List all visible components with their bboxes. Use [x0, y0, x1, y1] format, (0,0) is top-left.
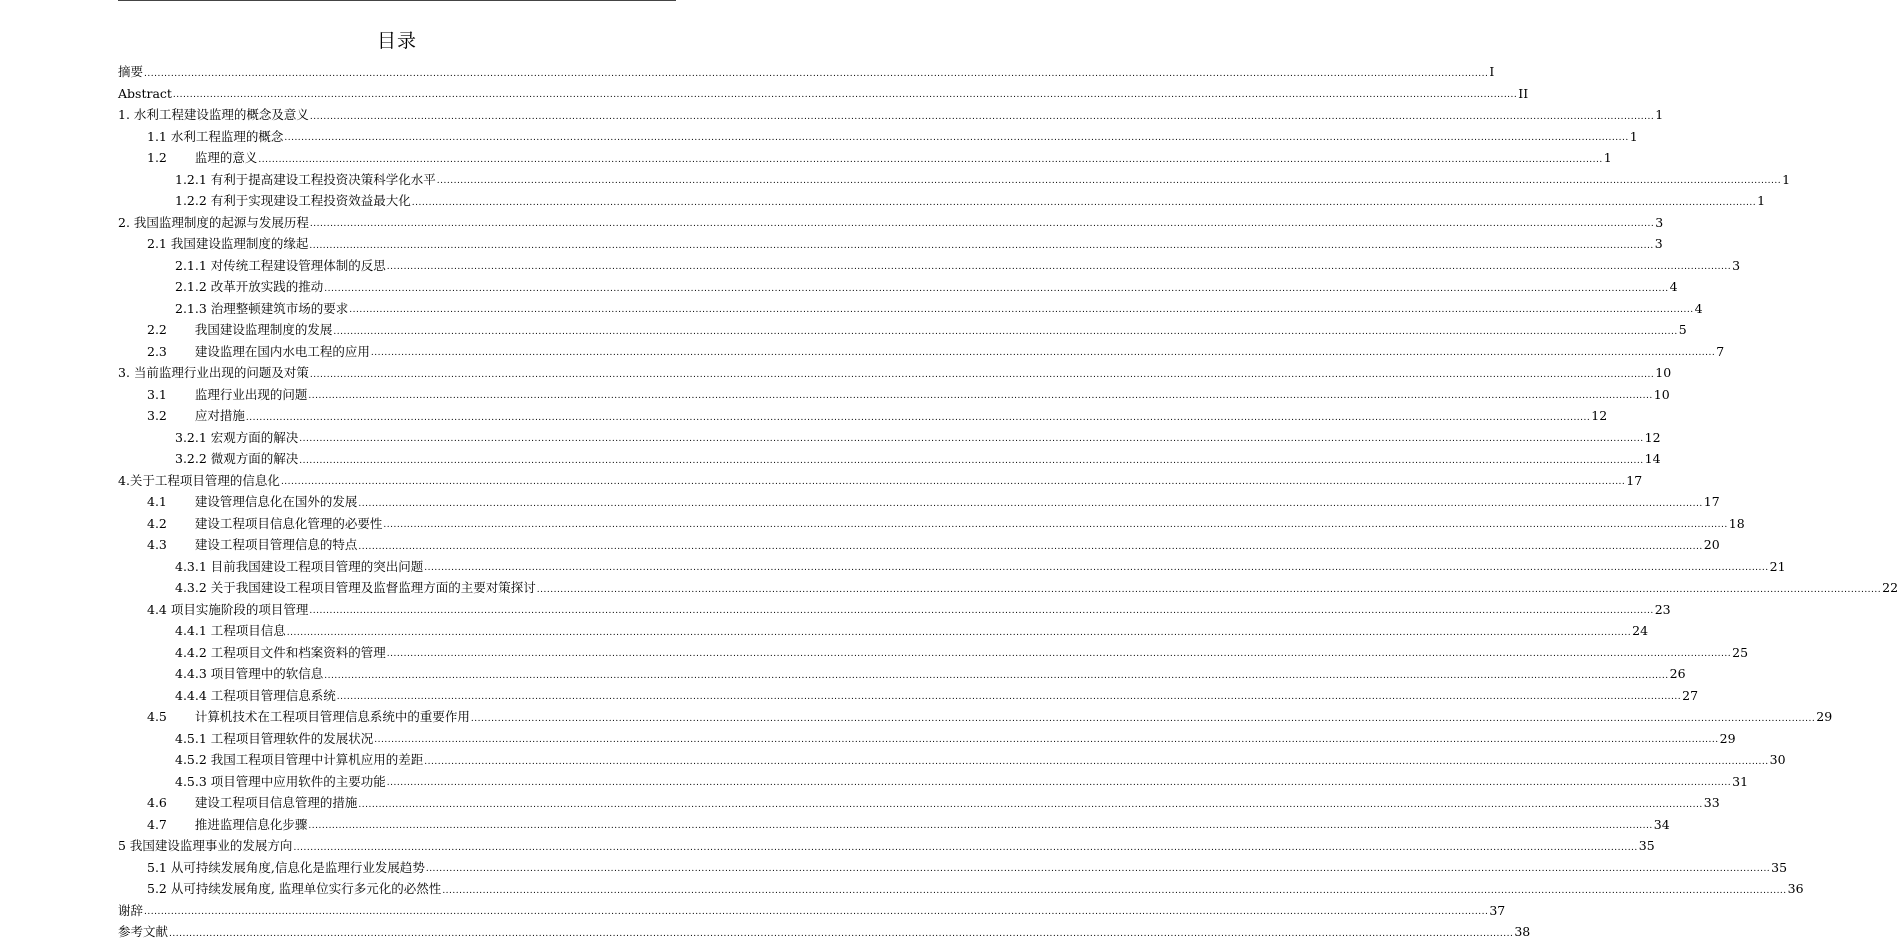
- toc-entry-page: 1: [1655, 107, 1664, 122]
- toc-entry-heading: [118, 212, 309, 234]
- toc-entry-page: 34: [1653, 816, 1670, 832]
- dot-leader: ................................................................................................................................................................................................................................................................................................................................................................................................................: [386, 649, 1732, 659]
- toc-entry-title: 4.4.2 工程项目文件和档案资料的管理: [175, 644, 386, 660]
- toc-entry[interactable]: [118, 792, 1720, 814]
- toc-entry-page: 3: [1654, 236, 1663, 251]
- toc-entry-heading: [175, 190, 411, 212]
- toc-entry-number: 4.2: [147, 515, 167, 531]
- toc-entry-page: 3: [1732, 257, 1741, 273]
- dot-leader: ................................................................................................................................................................................................................................................................................................................................................................................................................: [536, 584, 1882, 595]
- toc-entry-heading: [147, 341, 370, 363]
- toc-entry-title: Abstract: [118, 85, 172, 101]
- dot-leader: ................................................................................................................................................................................................................................................................................................................................................................................................................: [309, 219, 1655, 229]
- dot-leader: ................................................................................................................................................................................................................................................................................................................................................................................................................: [370, 348, 1716, 358]
- toc-entry-heading: [147, 319, 332, 341]
- toc-entry-title: 5 我国建设监理事业的发展方向: [118, 838, 293, 853]
- toc-entry[interactable]: [118, 448, 1661, 470]
- toc-entry-number: 1.2: [147, 150, 167, 165]
- toc-entry-heading: [175, 728, 373, 750]
- toc-entry[interactable]: [118, 513, 1745, 535]
- toc-entry[interactable]: [118, 663, 1686, 685]
- dot-leader: ................................................................................................................................................................................................................................................................................................................................................................................................................: [424, 563, 1769, 573]
- dot-leader: ................................................................................................................................................................................................................................................................................................................................................................................................................: [309, 111, 1655, 122]
- dot-leader: ................................................................................................................................................................................................................................................................................................................................................................................................................: [324, 670, 1669, 681]
- dot-leader: ................................................................................................................................................................................................................................................................................................................................................................................................................: [144, 68, 1489, 79]
- toc-entry-title: 我国建设监理制度的发展: [194, 322, 333, 337]
- toc-entry-page: 24: [1632, 623, 1649, 638]
- toc-entry[interactable]: [118, 83, 1529, 105]
- toc-entry-heading: [147, 599, 308, 621]
- toc-entry-heading: [175, 685, 336, 707]
- dot-leader: ................................................................................................................................................................................................................................................................................................................................................................................................................: [280, 477, 1626, 487]
- toc-entry[interactable]: [118, 427, 1661, 449]
- dot-leader: ................................................................................................................................................................................................................................................................................................................................................................................................................: [308, 391, 1653, 401]
- toc-entry-title: 5.2 从可持续发展角度, 监理单位实行多元化的必然性: [147, 881, 442, 896]
- toc-entry-page: I: [1489, 64, 1495, 79]
- toc-entry-page: 21: [1769, 558, 1786, 574]
- toc-entry-page: 33: [1703, 795, 1720, 810]
- toc-entry[interactable]: [118, 728, 1736, 750]
- toc-entry[interactable]: [118, 405, 1608, 427]
- toc-entry-title: 建设工程项目信息管理的措施: [194, 795, 358, 810]
- toc-entry-heading: [175, 620, 286, 642]
- table-of-contents: [118, 61, 1898, 943]
- toc-entry[interactable]: [118, 577, 1898, 599]
- toc-entry-heading: [118, 835, 292, 857]
- toc-entry-page: 1: [1629, 128, 1638, 144]
- dot-leader: ................................................................................................................................................................................................................................................................................................................................................................................................................: [293, 842, 1638, 853]
- toc-entry[interactable]: [118, 341, 1725, 363]
- dot-leader: ................................................................................................................................................................................................................................................................................................................................................................................................................: [309, 369, 1655, 380]
- toc-entry-number: 2.3: [147, 343, 167, 359]
- toc-entry[interactable]: [118, 814, 1670, 836]
- toc-entry-page: 14: [1644, 451, 1661, 466]
- dot-leader: ................................................................................................................................................................................................................................................................................................................................................................................................................: [411, 197, 1757, 208]
- toc-entry-title: 建设管理信息化在国外的发展: [194, 494, 358, 509]
- toc-entry[interactable]: [118, 169, 1791, 191]
- dot-leader: ................................................................................................................................................................................................................................................................................................................................................................................................................: [308, 821, 1653, 831]
- toc-entry[interactable]: [118, 835, 1655, 857]
- toc-entry-title: 1. 水利工程建设监理的概念及意义: [118, 107, 309, 122]
- toc-entry-page: 1: [1782, 171, 1791, 187]
- toc-entry[interactable]: [118, 61, 1495, 83]
- toc-entry[interactable]: [118, 685, 1699, 707]
- toc-entry-heading: [118, 61, 143, 83]
- toc-entry-title: 5.1 从可持续发展角度,信息化是监理行业发展趋势: [147, 859, 425, 875]
- dot-leader: ................................................................................................................................................................................................................................................................................................................................................................................................................: [383, 520, 1728, 530]
- toc-entry[interactable]: [118, 362, 1672, 384]
- toc-entry-title: 4.5.3 项目管理中应用软件的主要功能: [175, 773, 386, 789]
- toc-entry-title: 2. 我国监理制度的起源与发展历程: [118, 214, 309, 230]
- toc-entry-title: 建设工程项目信息化管理的必要性: [194, 515, 383, 531]
- toc-entry-heading: [118, 362, 309, 384]
- toc-entry-number: 4.1: [147, 494, 167, 509]
- toc-entry[interactable]: [118, 900, 1506, 922]
- toc-entry-heading: [147, 534, 357, 556]
- toc-entry-page: 4: [1694, 300, 1703, 316]
- toc-entry-title: 4.关于工程项目管理的信息化: [118, 472, 280, 488]
- dot-leader: ................................................................................................................................................................................................................................................................................................................................................................................................................: [309, 606, 1654, 616]
- toc-entry-heading: [147, 491, 357, 513]
- toc-entry-page: 31: [1732, 773, 1749, 789]
- toc-entry-heading: [175, 448, 298, 470]
- toc-entry-page: 22: [1882, 580, 1898, 595]
- toc-entry-page: 29: [1719, 730, 1736, 746]
- dot-leader: ................................................................................................................................................................................................................................................................................................................................................................................................................: [286, 627, 1632, 638]
- toc-entry-heading: [175, 427, 298, 449]
- toc-entry-heading: [147, 878, 441, 900]
- toc-entry-heading: [118, 470, 280, 492]
- toc-entry-title: 应对措施: [194, 408, 245, 423]
- toc-entry-heading: [175, 771, 386, 793]
- toc-entry-title: 4.4.1 工程项目信息: [175, 623, 286, 638]
- dot-leader: ................................................................................................................................................................................................................................................................................................................................................................................................................: [299, 434, 1644, 444]
- toc-entry-page: II: [1518, 85, 1529, 101]
- dot-leader: ................................................................................................................................................................................................................................................................................................................................................................................................................: [169, 928, 1514, 939]
- dot-leader: ................................................................................................................................................................................................................................................................................................................................................................................................................: [245, 412, 1591, 423]
- toc-entry[interactable]: [118, 706, 1833, 728]
- toc-entry-page: 7: [1716, 343, 1725, 359]
- dot-leader: ................................................................................................................................................................................................................................................................................................................................................................................................................: [144, 907, 1489, 917]
- toc-entry-page: 17: [1703, 494, 1720, 509]
- toc-entry[interactable]: [118, 212, 1664, 234]
- toc-entry-page: 4: [1669, 279, 1678, 294]
- toc-entry-heading: [147, 233, 308, 255]
- toc-entry[interactable]: [118, 276, 1678, 298]
- toc-entry-title: 2.1.1 对传统工程建设管理体制的反思: [175, 257, 386, 273]
- toc-entry-title: 摘要: [118, 64, 144, 79]
- toc-entry-number: 3.2: [147, 408, 167, 423]
- toc-entry-page: 26: [1669, 666, 1686, 681]
- toc-entry-title: 2.1.3 治理整顿建筑市场的要求: [175, 300, 349, 316]
- dot-leader: ................................................................................................................................................................................................................................................................................................................................................................................................................: [358, 799, 1703, 810]
- toc-entry-title: 3.2.1 宏观方面的解决: [175, 429, 299, 445]
- toc-entry-heading: [147, 126, 283, 148]
- toc-entry-number: 3.1: [147, 386, 167, 402]
- toc-entry-page: 1: [1603, 150, 1612, 165]
- toc-entry-title: 1.2.2 有利于实现建设工程投资效益最大化: [175, 193, 411, 208]
- toc-entry[interactable]: [118, 534, 1720, 556]
- dot-leader: ................................................................................................................................................................................................................................................................................................................................................................................................................: [386, 778, 1732, 788]
- toc-entry-page: 3: [1655, 214, 1664, 230]
- toc-entry-title: 4.4.4 工程项目管理信息系统: [175, 687, 336, 703]
- toc-entry-title: 4.3.2 关于我国建设工程项目管理及监督监理方面的主要对策探讨: [175, 580, 536, 595]
- toc-entry-title: 4.4 项目实施阶段的项目管理: [147, 601, 309, 617]
- dot-leader: ................................................................................................................................................................................................................................................................................................................................................................................................................: [386, 262, 1732, 272]
- dot-leader: ................................................................................................................................................................................................................................................................................................................................................................................................................: [309, 240, 1654, 251]
- toc-entry[interactable]: [118, 556, 1786, 578]
- toc-entry[interactable]: [118, 599, 1671, 621]
- toc-entry-title: 谢辞: [118, 902, 144, 918]
- toc-entry[interactable]: [118, 104, 1664, 126]
- toc-entry-title: 2.1.2 改革开放实践的推动: [175, 279, 324, 294]
- toc-entry[interactable]: [118, 298, 1703, 320]
- toc-entry-heading: [175, 276, 323, 298]
- toc-entry[interactable]: [118, 255, 1741, 277]
- toc-entry[interactable]: [118, 147, 1612, 169]
- toc-entry[interactable]: [118, 642, 1749, 664]
- toc-entry[interactable]: [118, 470, 1643, 492]
- dot-leader: ................................................................................................................................................................................................................................................................................................................................................................................................................: [358, 541, 1703, 552]
- dot-leader: ................................................................................................................................................................................................................................................................................................................................................................................................................: [284, 133, 1629, 143]
- toc-entry-page: 17: [1626, 472, 1643, 488]
- toc-entry-heading: [175, 577, 536, 599]
- toc-entry-title: 4.5.1 工程项目管理软件的发展状况: [175, 730, 374, 746]
- toc-entry-page: 35: [1638, 838, 1655, 853]
- toc-entry-heading: [147, 147, 257, 169]
- toc-entry-heading: [147, 513, 382, 535]
- toc-entry-number: 4.7: [147, 816, 167, 832]
- toc-entry-heading: [118, 900, 143, 922]
- dot-leader: ................................................................................................................................................................................................................................................................................................................................................................................................................: [442, 885, 1787, 896]
- toc-entry-page: 10: [1653, 386, 1670, 402]
- toc-entry-page: 18: [1728, 515, 1745, 531]
- toc-entry-page: 38: [1514, 924, 1531, 939]
- toc-entry-title: 4.4.3 项目管理中的软信息: [175, 666, 324, 681]
- toc-entry-title: 建设监理在国内水电工程的应用: [194, 343, 370, 359]
- toc-entry-title: 3.2.2 微观方面的解决: [175, 451, 299, 466]
- page-title: 目录: [376, 30, 417, 52]
- toc-entry-title: 3. 当前监理行业出现的问题及对策: [118, 365, 309, 380]
- toc-entry-number: 4.3: [147, 537, 167, 552]
- toc-entry-page: 36: [1787, 881, 1804, 896]
- dot-leader: ................................................................................................................................................................................................................................................................................................................................................................................................................: [436, 176, 1782, 186]
- toc-entry-title: 推进监理信息化步骤: [194, 816, 308, 832]
- toc-entry-heading: [175, 556, 423, 578]
- toc-entry-page: 12: [1591, 408, 1608, 423]
- toc-entry-heading: [175, 642, 386, 664]
- toc-entry-page: 29: [1816, 709, 1833, 724]
- dot-leader: ................................................................................................................................................................................................................................................................................................................................................................................................................: [425, 864, 1771, 874]
- toc-entry-page: 27: [1682, 687, 1699, 703]
- dot-leader: ................................................................................................................................................................................................................................................................................................................................................................................................................: [324, 283, 1669, 294]
- toc-entry-title: 监理的意义: [194, 150, 258, 165]
- top-rule: [118, 0, 676, 1]
- toc-entry-heading: [147, 384, 307, 406]
- dot-leader: ................................................................................................................................................................................................................................................................................................................................................................................................................: [424, 756, 1769, 767]
- toc-entry-page: 10: [1655, 365, 1672, 380]
- toc-entry-title: 4.3.1 目前我国建设工程项目管理的突出问题: [175, 558, 424, 574]
- toc-entry-page: 5: [1678, 322, 1687, 337]
- toc-entry[interactable]: [118, 878, 1804, 900]
- dot-leader: ................................................................................................................................................................................................................................................................................................................................................................................................................: [299, 455, 1644, 466]
- dot-leader: ................................................................................................................................................................................................................................................................................................................................................................................................................: [258, 154, 1603, 165]
- dot-leader: ................................................................................................................................................................................................................................................................................................................................................................................................................: [172, 90, 1518, 100]
- toc-entry-heading: [147, 814, 307, 836]
- toc-entry-heading: [147, 405, 245, 427]
- toc-entry-number: 4.6: [147, 795, 167, 810]
- toc-entry-title: 1.2.1 有利于提高建设工程投资决策科学化水平: [175, 171, 436, 187]
- toc-entry-page: 20: [1703, 537, 1720, 552]
- dot-leader: ................................................................................................................................................................................................................................................................................................................................................................................................................: [374, 735, 1719, 745]
- toc-entry[interactable]: [118, 319, 1687, 341]
- toc-entry-title: 1.1 水利工程监理的概念: [147, 128, 284, 144]
- toc-entry-title: 监理行业出现的问题: [194, 386, 308, 402]
- toc-entry-page: 30: [1769, 752, 1786, 767]
- dot-leader: ................................................................................................................................................................................................................................................................................................................................................................................................................: [336, 692, 1682, 702]
- toc-entry-number: 2.2: [147, 322, 167, 337]
- toc-entry-page: 37: [1489, 902, 1506, 918]
- toc-entry[interactable]: [118, 620, 1649, 642]
- toc-entry-heading: [175, 749, 423, 771]
- toc-entry-title: 4.5.2 我国工程项目管理中计算机应用的差距: [175, 752, 424, 767]
- toc-entry[interactable]: [118, 857, 1788, 879]
- toc-entry-heading: [175, 298, 348, 320]
- dot-leader: ................................................................................................................................................................................................................................................................................................................................................................................................................: [349, 305, 1694, 315]
- toc-entry-number: 4.5: [147, 709, 167, 724]
- toc-entry[interactable]: [118, 190, 1766, 212]
- toc-entry-heading: [147, 857, 425, 879]
- toc-entry-heading: [175, 169, 436, 191]
- dot-leader: ................................................................................................................................................................................................................................................................................................................................................................................................................: [358, 498, 1703, 509]
- toc-entry-page: 12: [1644, 429, 1661, 445]
- dot-leader: ................................................................................................................................................................................................................................................................................................................................................................................................................: [470, 713, 1816, 724]
- toc-entry-heading: [118, 104, 309, 126]
- toc-entry-heading: [175, 255, 386, 277]
- toc-entry-heading: [175, 663, 323, 685]
- toc-entry-page: 1: [1757, 193, 1766, 208]
- dot-leader: ................................................................................................................................................................................................................................................................................................................................................................................................................: [333, 326, 1678, 337]
- toc-entry-page: 25: [1732, 644, 1749, 660]
- toc-entry[interactable]: [118, 921, 1531, 943]
- toc-entry-heading: [118, 83, 172, 105]
- toc-entry[interactable]: [118, 126, 1638, 148]
- toc-entry-title: 建设工程项目管理信息的特点: [194, 537, 358, 552]
- toc-entry-title: 2.1 我国建设监理制度的缘起: [147, 236, 309, 251]
- toc-entry[interactable]: [118, 771, 1749, 793]
- toc-entry-heading: [147, 706, 470, 728]
- toc-entry-title: 参考文献: [118, 924, 169, 939]
- toc-entry[interactable]: [118, 491, 1720, 513]
- toc-entry-heading: [147, 792, 357, 814]
- toc-entry[interactable]: [118, 749, 1786, 771]
- toc-entry-heading: [118, 921, 168, 943]
- toc-entry-page: 35: [1771, 859, 1788, 875]
- toc-entry[interactable]: [118, 233, 1663, 255]
- toc-entry-page: 23: [1654, 601, 1671, 617]
- toc-entry[interactable]: [118, 384, 1670, 406]
- toc-entry-title: 计算机技术在工程项目管理信息系统中的重要作用: [194, 709, 470, 724]
